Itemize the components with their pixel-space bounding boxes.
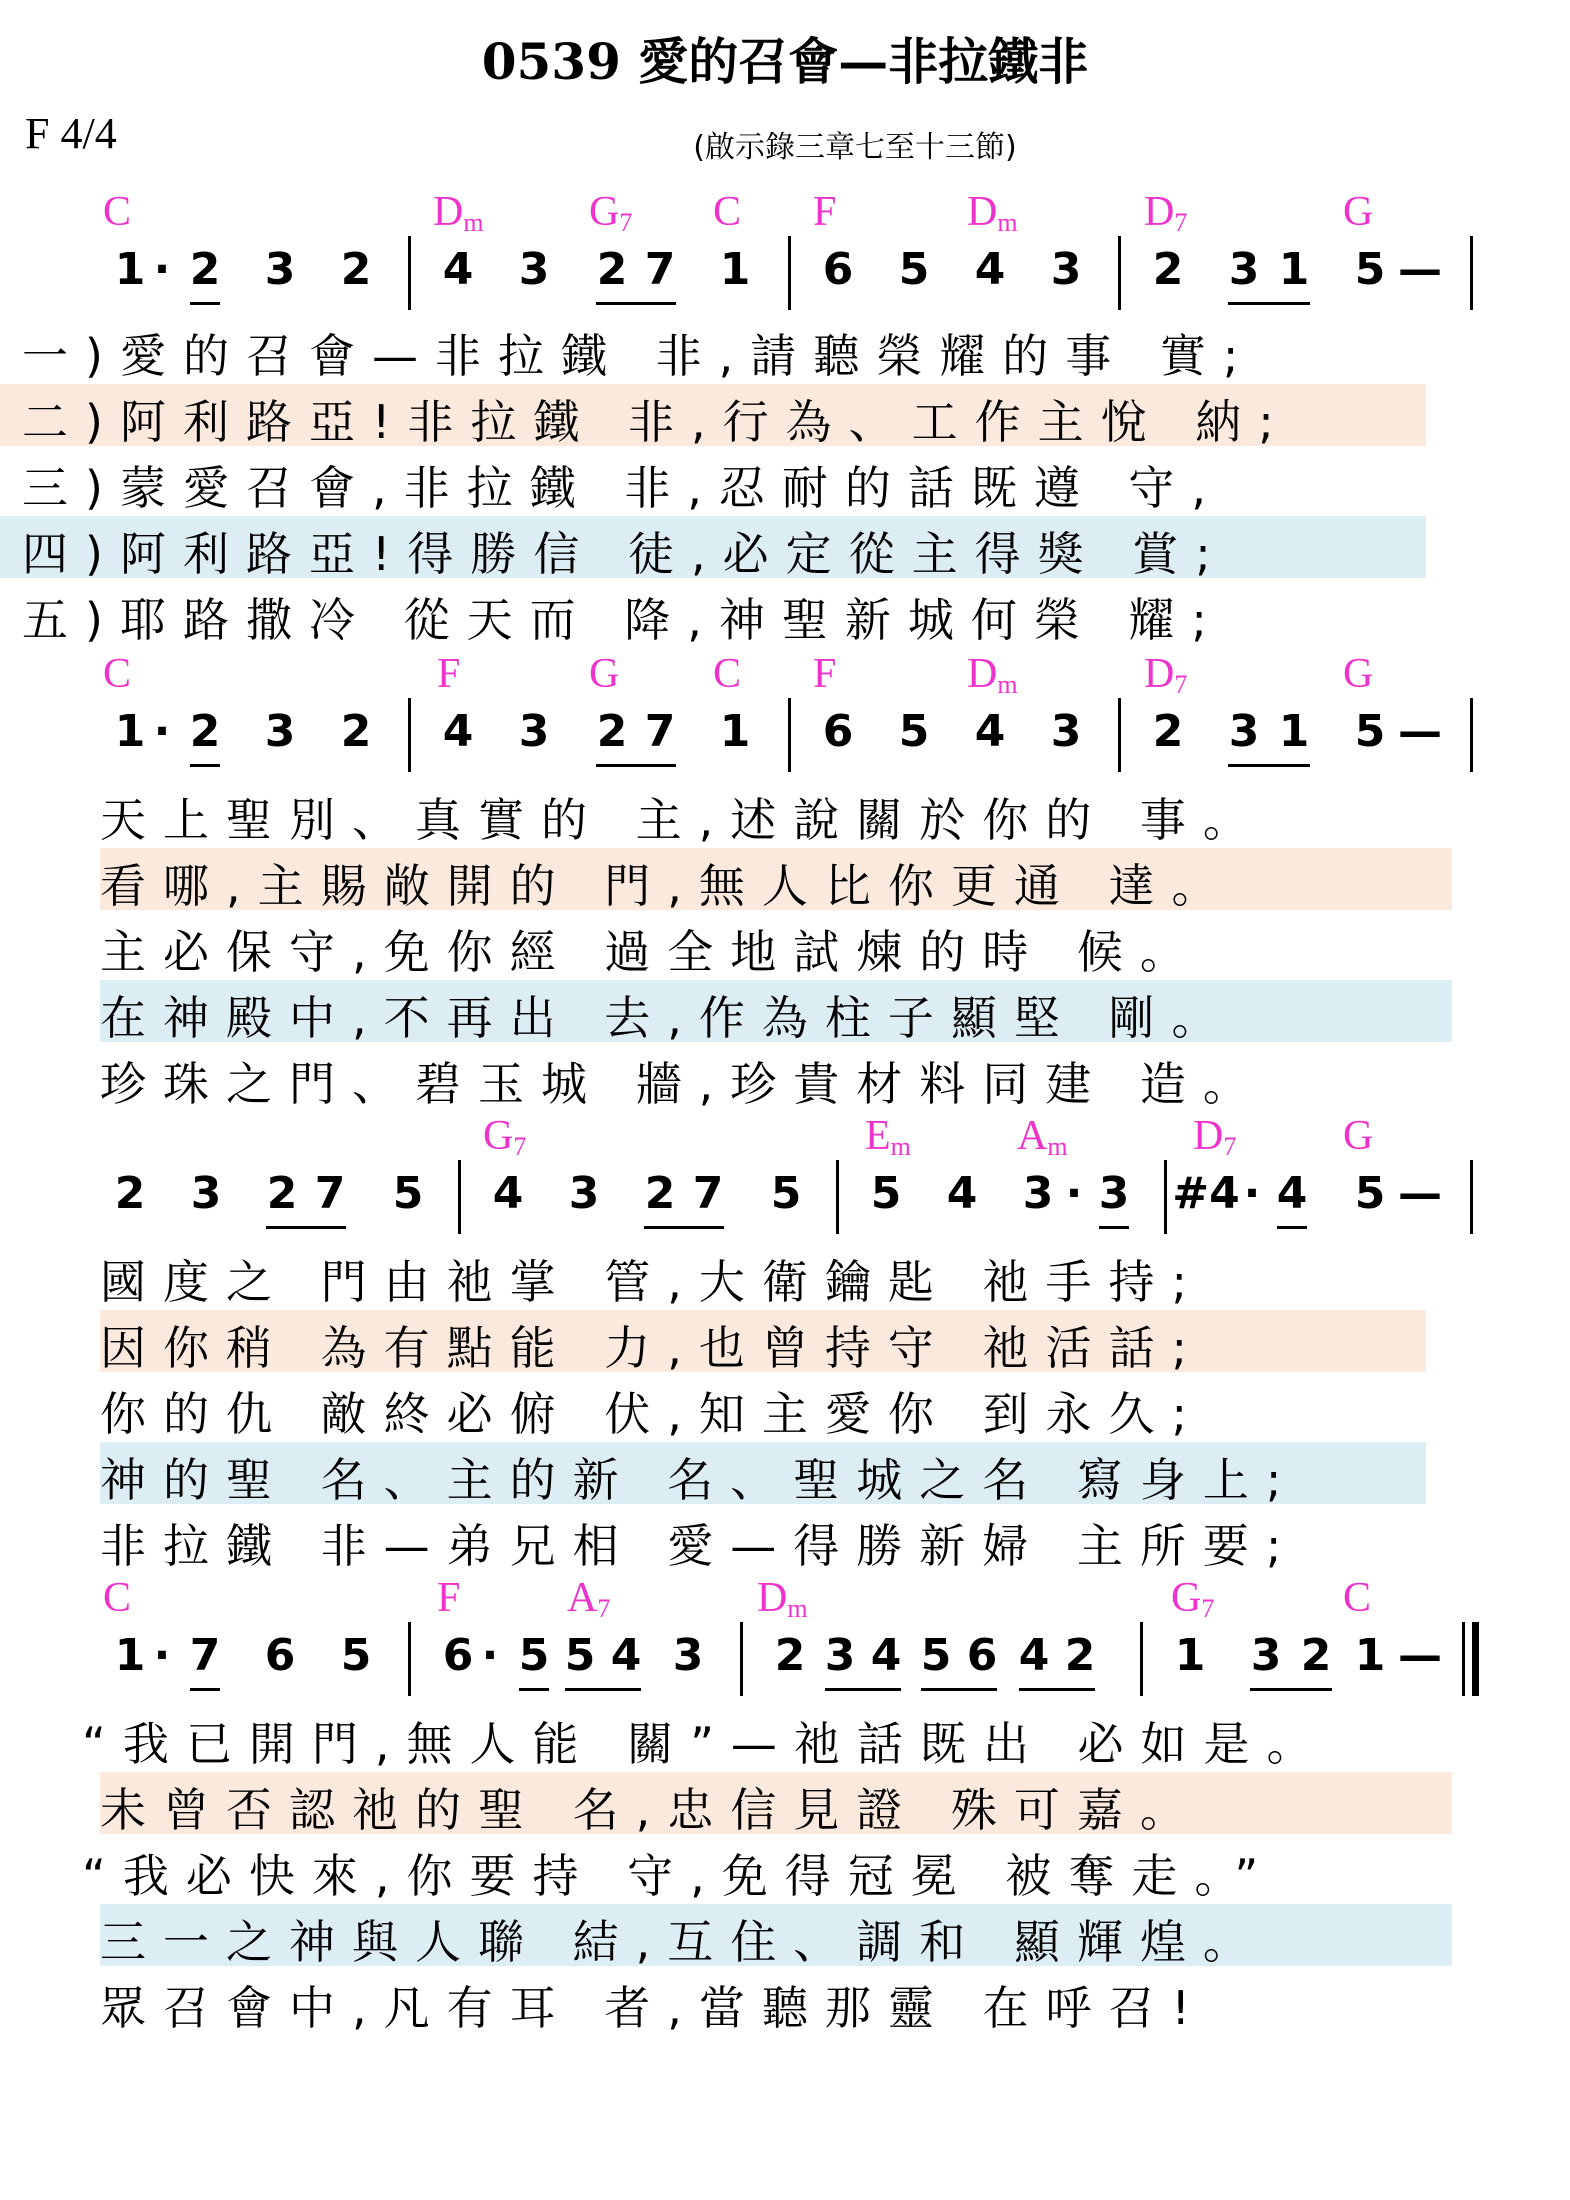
lyric-line: “我必快來,你要持 守,免得冠冕 被奪走。” <box>82 1849 1276 1903</box>
chord: $D_7$ <box>1144 189 1188 237</box>
lyric-line: 在神殿中,不再出 去,作為柱子顯堅 剛。 <box>100 980 1452 1042</box>
chord: G <box>1343 651 1374 697</box>
chord: C <box>103 651 132 697</box>
chord: G <box>1343 1113 1374 1159</box>
chord: $A_m$ <box>1017 1113 1068 1161</box>
chord: C <box>103 1575 132 1621</box>
chord: $A_7$ <box>567 1575 611 1623</box>
chord: $D_7$ <box>1193 1113 1237 1161</box>
chord: C <box>713 651 742 697</box>
lyric-line: 未曾否認祂的聖 名,忠信見證 殊可嘉。 <box>100 1772 1452 1834</box>
chord: F <box>437 651 461 697</box>
lyric-line: 三一之神與人聯 結,互住、調和 顯輝煌。 <box>100 1904 1452 1966</box>
lyric-line: 五)耶路撒冷 從天而 降,神聖新城何榮 耀; <box>22 593 1224 647</box>
lyric-line: 非拉鐵 非—弟兄相 愛—得勝新婦 主所要; <box>100 1519 1299 1573</box>
lyric-line: 看哪,主賜敞開的 門,無人比你更通 達。 <box>100 848 1452 910</box>
chord: $E_m$ <box>865 1113 911 1161</box>
notation-row: 2 3 2 7 5 4 3 2 7 5 5 4 3 · 3 #4 · 4 5 — <box>0 1168 1570 1238</box>
notation-row: 1 · 2 3 2 4 3 2 7 1 6 5 4 3 2 3 1 5 — <box>0 706 1570 776</box>
lyric-line: 神的聖 名、主的新 名、聖城之名 寫身上; <box>100 1442 1426 1504</box>
chord: $D_m$ <box>967 651 1018 699</box>
lyric-line: 因你稍 為有點能 力,也曾持守 祂活話; <box>100 1310 1426 1372</box>
chord: $G_7$ <box>483 1113 527 1161</box>
chord: $D_7$ <box>1144 651 1188 699</box>
chord: C <box>103 189 132 235</box>
lyric-line: “我已開門,無人能 關”—祂話既出 必如是。 <box>82 1717 1330 1771</box>
chord: $G_7$ <box>1171 1575 1215 1623</box>
chord: $G_7$ <box>589 189 633 237</box>
chord: C <box>713 189 742 235</box>
chord: F <box>813 651 837 697</box>
lyric-line: 眾召會中,凡有耳 者,當聽那靈 在呼召! <box>100 1981 1207 2035</box>
lyric-line: 二)阿利路亞!非拉鐵 非,行為、工作主悅 納; <box>0 384 1426 446</box>
notation-row: 1 · 2 3 2 4 3 2 7 1 6 5 4 3 2 3 1 5 — <box>0 244 1570 314</box>
lyric-line: 三)蒙愛召會,非拉鐵 非,忍耐的話既遵 守, <box>22 461 1224 515</box>
lyric-line: 你的仇 敵終必俯 伏,知主愛你 到永久; <box>100 1387 1204 1441</box>
chord: G <box>1343 189 1374 235</box>
chord: G <box>589 651 620 697</box>
chord: F <box>813 189 837 235</box>
lyric-line: 珍珠之門、碧玉城 牆,珍貴材料同建 造。 <box>100 1057 1266 1111</box>
lyric-line: 天上聖別、真實的 主,述說關於你的 事。 <box>100 793 1266 847</box>
lyric-line: 主必保守,免你經 過全地試煉的時 候。 <box>100 925 1203 979</box>
hymn-title: 0539 愛的召會—非拉鐵非 <box>481 32 1089 91</box>
scripture-reference: (啟示錄三章七至十三節) <box>693 130 1017 165</box>
lyric-line: 四)阿利路亞!得勝信 徒,必定從主得獎 賞; <box>0 516 1426 578</box>
lyric-line: 一)愛的召會—非拉鐵 非,請聽榮耀的事 實; <box>22 329 1256 383</box>
chord: $D_m$ <box>757 1575 808 1623</box>
chord: $D_m$ <box>967 189 1018 237</box>
chord: F <box>437 1575 461 1621</box>
chord: $D_m$ <box>433 189 484 237</box>
chord: C <box>1343 1575 1372 1621</box>
notation-row: 1 · 7 6 5 6 · 5 5 4 3 2 3 4 5 6 4 2 1 3 2 1 — <box>0 1630 1570 1700</box>
key-signature: F 4/4 <box>25 109 117 158</box>
lyric-line: 國度之 門由祂掌 管,大衛鑰匙 祂手持; <box>100 1255 1204 1309</box>
